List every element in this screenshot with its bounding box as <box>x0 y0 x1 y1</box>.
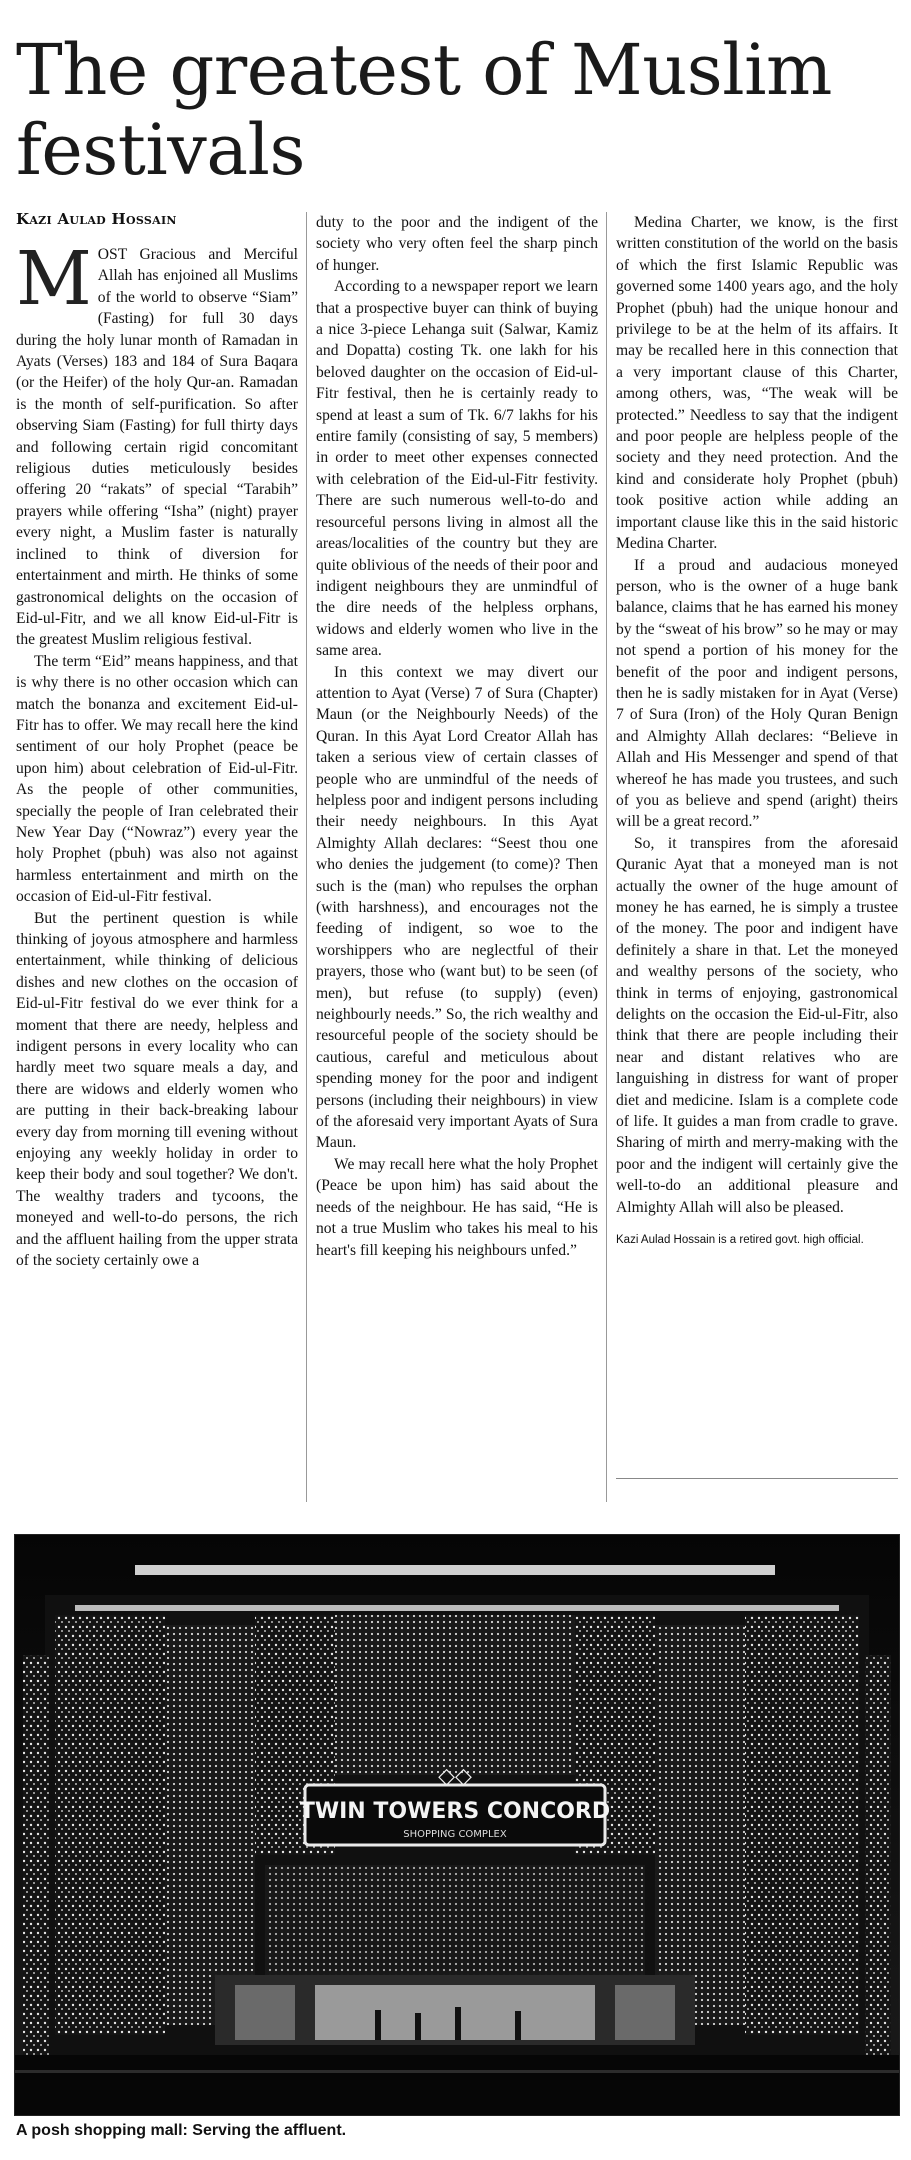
paragraph: duty to the poor and the indigent of the society who very often feel the sharp pinch of hunger. <box>316 214 598 274</box>
column-divider <box>306 212 307 1502</box>
sign-subtitle: SHOPPING COMPLEX <box>403 1829 507 1840</box>
svg-text:◇◇: ◇◇ <box>438 1764 472 1789</box>
drop-cap: M <box>16 236 92 322</box>
paragraph: We may recall here what the holy Prophet (Peace be upon him) has said about the needs of the neighbour. He has said, “He is not a true Muslim who takes his meal to his heart's fill keeping his neighbours unfed.” <box>316 1155 598 1259</box>
paragraph: Medina Charter, we know, is the first written constitution of the world on the basis of which the first Islamic Republic was governed some 1400 years ago, and the holy Prophet (pbuh) had the unique honour and privilege to be at the helm of its affairs. It may be recalled here in this connection that a very important clause of this Charter, among others, was, “The weak will be protected.” Needless to say that the indigent and poor people are helpless people of the society and they need protection. And the kind and considerate holy Prophet (pbuh) took positive action while adding an important clause like this in the said historic Medina Charter. <box>616 214 898 553</box>
paragraph: According to a newspaper report we learn that a prospective buyer can think of buying a nice 3-piece Lehanga suit (Salwar, Kamiz and Dopatta) costing Tk. one lakh for his beloved daughter on the occasion of Eid-ul-Fitr festival, then he is certainly ready to spend at least a sum of Tk. 6/7 lakhs for his entire family (consisting of say, 5 members) in order to meet other expenses connected with celebration of the Eid-ul-Fitr festivity. There are such numerous well-to-do and resourceful persons living in almost all the areas/localities of the country but they are quite oblivious of the needs of their poor and indigent neighbours they are unmindful of the dire needs of the helpless orphans, widows and elderly women who live in the same area. <box>316 278 598 660</box>
paragraph-text: OST Gracious and Merciful Allah has enjoined all Muslims of the world to observe “Siam” (Fasting) for full 30 days during the holy lunar month of Ramadan in Ayats (Verses) 183 and 184 of Sura Baqara (or the Heifer) of the holy Qur-an. Ramadan is the month of self-purification. So after observing Siam (Fasting) for full thirty days and following certain rigid concomitant religious duties meticulously besides offering 20 “rakats” of special “Tarabih” prayers while offering “Isha” (night) prayer every night, a Muslim faster is naturally inclined to think of diversion for entertainment and mirth. He thinks of some gastronomical delights on the occasion of Eid-ul-Fitr, and we all know Eid-ul-Fitr is the greatest Muslim religious festival. <box>16 246 298 649</box>
sign-title: TWIN TOWERS CONCORD <box>299 1799 611 1824</box>
column-divider <box>606 212 607 1502</box>
article-column-1 <box>16 236 298 1272</box>
article-column-2 <box>316 212 598 1261</box>
article-column-3 <box>616 212 898 1248</box>
paragraph: But the pertinent question is while thinking of joyous atmosphere and harmless entertainment, while thinking of delicious dishes and new clothes on the occasion of Eid-ul-Fitr festival do we ever think for a moment that there are needy, helpless and indigent persons in every locality who can hardly meet two square meals a day, and there are widows and elderly women who are putting in their back-breaking labour every day from morning till evening without enjoying any weekly holiday in order to keep their body and soul together? We don't. The wealthy traders and tycoons, the moneyed and well-to-do persons, the rich and the affluent hailing from the upper strata of the society certainly owe a <box>16 909 298 1270</box>
paragraph <box>16 236 298 651</box>
author-credit: Kazi Aulad Hossain is a retired govt. high official. <box>616 1234 864 1247</box>
paragraph: If a proud and audacious moneyed person, who is the owner of a huge bank balance, claims that he has earned his money by the “sweat of his brow” so he may or may not spend a portion of his money for the benefit of the poor and indigent persons, then he is sadly mistaken for in Ayat (Verse) 7 of Sura (Iron) of the Holy Quran Benign and Almighty Allah declares: “Believe in Allah and His Messenger and spend of that whereof he has made you trustees, and such of you as believe and spend (aright) theirs will be a great record.” <box>616 556 898 831</box>
paragraph: So, it transpires from the aforesaid Quranic Ayat that a moneyed man is not actually the owner of the huge amount of money he has earned, he is simply a trustee of the money. The poor and indigent have definitely a share in that. Let the moneyed and wealthy persons of the society, who think in terms of enjoying, gastronomical delights on the occasion the Eid-ul-Fitr, also think that there are people including their near and distant relatives who are languishing in distress for want of proper diet and medicine. Islam is a complete code of life. It guides a man from cradle to grave. Sharing of mirth and merry-making with the poor and the indigent will certainly give the well-to-do an additional pleasure and Almighty Allah will also be pleased. <box>616 834 898 1216</box>
paragraph: In this context we may divert our attention to Ayat (Verse) 7 of Sura (Chapter) Maun (or the Neighbourly Needs) of the Quran. In this Ayat Lord Creator Allah has taken a serious view of certain classes of people who are unmindful of the needs of helpless poor and indigent persons including their needy neighbours. In this Ayat Almighty Allah declares: “Seest thou one who denies the judgement (to come)? Then such is the (man) who repulses the orphan (with harshness), and encourages not the feeding of indigent, so woe to the worshippers who are neglectful of their prayers, those who (want but) to be seen (of men), but refuse (to supply) (even) neighbourly needs.” So, the rich wealthy and resourceful people of the society should be cautious, careful and meticulous about spending money for the poor and indigent persons (including their neighbours) in view of the aforesaid very important Ayats of Sura Maun. <box>316 663 598 1152</box>
credit-divider <box>616 1478 898 1479</box>
article-byline: Kazi Aulad Hossain <box>16 210 177 228</box>
mall-photo <box>14 1534 900 2116</box>
mall-photo-illustration <box>15 1535 899 2115</box>
photo-caption: A posh shopping mall: Serving the affluent. <box>16 2122 347 2139</box>
article-headline: The greatest of Muslim festivals <box>16 29 832 191</box>
paragraph: The term “Eid” means happiness, and that is why there is no other occasion which can match the bonanza and excitement Eid-ul-Fitr has to offer. We may recall here the kind sentiment of our holy Prophet (peace be upon him) about celebration of Eid-ul-Fitr. As the people of other communities, specially the people of Iran celebrated their New Year Day (“Nowraz”) every year the holy Prophet (pbuh) was also not against harmless entertainment and mirth on the occasion of Eid-ul-Fitr festival. <box>16 652 298 906</box>
